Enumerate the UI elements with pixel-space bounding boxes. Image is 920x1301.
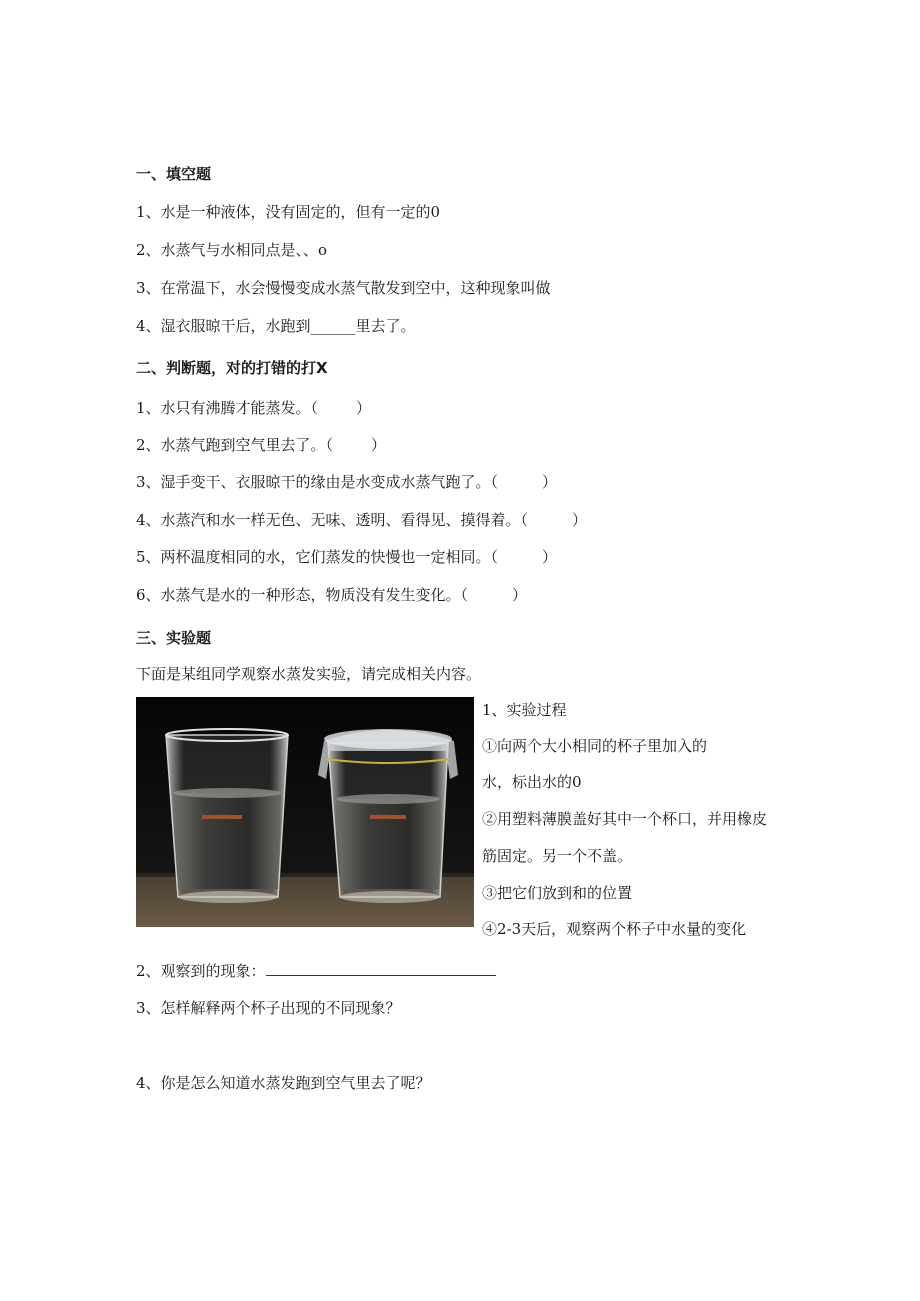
judge-item-text: 2、水蒸气跑到空气里去了。（: [136, 436, 334, 454]
section1-question-3: 3、在常温下，水会慢慢变成水蒸气散发到空中，这种现象叫做: [136, 279, 551, 297]
judge-item-2: [136, 435, 386, 455]
judge-item-text: 3、湿手变干、衣服晾干的缘由是水变成水蒸气跑了。（: [136, 473, 499, 491]
judge-item-text: 5、两杯温度相同的水，它们蒸发的快慢也一定相同。（: [136, 548, 499, 566]
judge-item-6: [136, 585, 527, 605]
observation-answer-line: [266, 960, 496, 976]
judge-item-close: ）: [512, 586, 528, 604]
process-step-3: ③把它们放到和的位置: [482, 884, 633, 902]
process-step-2a: ②用塑料薄膜盖好其中一个杯口，并用橡皮: [482, 810, 768, 828]
judge-item-text: 4、水蒸汽和水一样无色、无味、透明、看得见、摸得着。（: [136, 511, 529, 529]
judge-item-close: ）: [371, 436, 387, 454]
process-step-2b: 筋固定。另一个不盖。: [482, 847, 633, 865]
two-glasses-image: [136, 697, 474, 927]
judge-item-3: [136, 472, 557, 492]
question-4-suffix: 里去了。: [355, 317, 416, 335]
judge-item-close: ）: [542, 473, 558, 491]
question-4-blank: ______: [310, 317, 356, 335]
section2-title: 二、判断题，对的打错的打X: [136, 359, 328, 377]
judge-item-1: [136, 398, 371, 418]
section3-title: 三、实验题: [136, 629, 212, 647]
section3-question-2: [136, 960, 496, 981]
judge-item-text: 1、水只有沸腾才能蒸发。（: [136, 399, 319, 417]
process-step-4: ④2-3天后，观察两个杯子中水量的变化: [482, 920, 747, 938]
judge-item-text: 6、水蒸气是水的一种形态，物质没有发生变化。（: [136, 586, 469, 604]
process-step-1b: 水，标出水的0: [482, 773, 582, 791]
judge-item-close: ）: [542, 548, 558, 566]
section1-question-4: [136, 316, 416, 336]
judge-item-close: ）: [356, 399, 372, 417]
judge-item-4: [136, 510, 587, 530]
section3-intro: 下面是某组同学观察水蒸发实验，请完成相关内容。: [136, 665, 482, 683]
section1-question-2: 2、水蒸气与水相同点是、、o: [136, 241, 328, 259]
process-step-1a: ①向两个大小相同的杯子里加入的: [482, 737, 708, 755]
section3-question-3: 3、怎样解释两个杯子出现的不同现象？: [136, 999, 401, 1017]
process-title: 1、实验过程: [482, 701, 567, 719]
section1-title: 一、填空题: [136, 165, 212, 183]
section1-question-1: 1、水是一种液体，没有固定的，但有一定的0: [136, 203, 441, 221]
judge-item-5: [136, 547, 557, 567]
section3-question-4: 4、你是怎么知道水蒸发跑到空气里去了呢？: [136, 1074, 431, 1092]
observation-label: 2、观察到的现象：: [136, 962, 266, 980]
experiment-photo: [136, 697, 474, 927]
question-4-prefix: 4、湿衣服晾干后，水跑到: [136, 317, 311, 335]
judge-item-close: ）: [572, 511, 588, 529]
